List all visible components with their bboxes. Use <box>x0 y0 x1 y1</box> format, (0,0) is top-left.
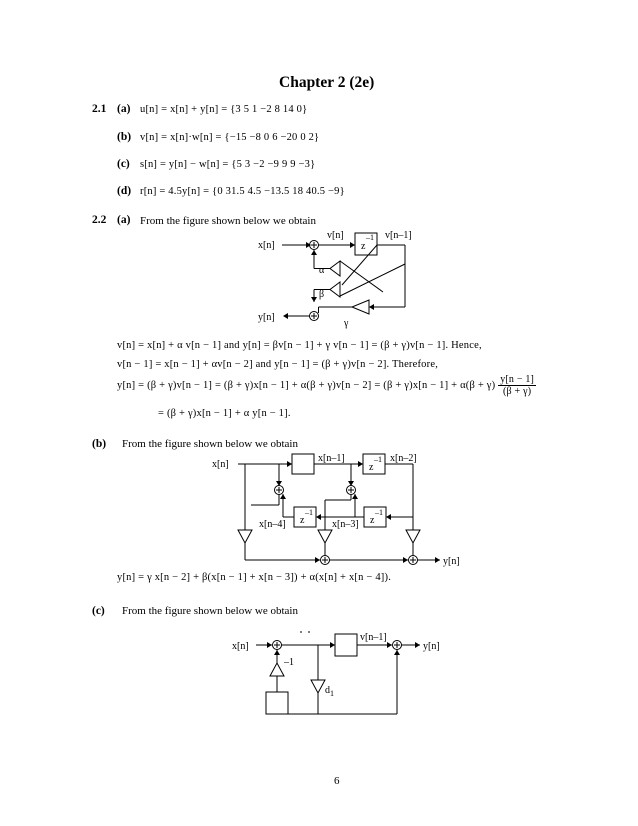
delay-b-3-z: z <box>370 515 375 526</box>
derivation-a-line2: v[n − 1] = x[n − 1] + αv[n − 2] and y[n − 1] = (β + γ)v[n − 2]. Therefore, <box>117 359 439 370</box>
equation-2-1-d: r[n] = 4.5y[n] = {0 31.5 4.5 −13.5 18 40.5 −9} <box>140 186 345 197</box>
equation-2-2-b: y[n] = γ x[n − 2] + β(x[n − 1] + x[n − 3]) + α(x[n] + x[n − 4]). <box>117 572 392 583</box>
delay-b-2-z: z <box>369 462 374 473</box>
part-label-2-1-b: (b) <box>117 131 132 143</box>
gain-c-d1-letter: d <box>325 685 330 696</box>
gamma-label: γ <box>344 318 349 329</box>
derivation-a-line1: v[n] = x[n] + α v[n − 1] and y[n] = βv[n − 1] + γ v[n − 1] = (β + γ)v[n − 1]. Hence, <box>117 340 482 351</box>
gain-c-minus1 <box>270 663 284 676</box>
equation-2-1-c: s[n] = y[n] − w[n] = {5 3 −2 −9 9 9 −3} <box>140 159 316 170</box>
diagram-c-input-label: x[n] <box>232 641 249 652</box>
diagram-c-output-label: y[n] <box>423 641 440 652</box>
gain-c-d1-label <box>325 685 334 698</box>
part-label-2-1-c: (c) <box>117 158 130 170</box>
delay-c <box>335 634 357 656</box>
problem-number-2-1: 2.1 <box>92 103 107 115</box>
delay-a-exp: –1 <box>366 233 374 242</box>
page-number: 6 <box>334 775 340 787</box>
diagram-a-input-label: x[n] <box>258 240 275 251</box>
gain-c-d1-sub: 1 <box>330 689 334 698</box>
delay-a-z: z <box>361 241 366 252</box>
diagram-a-output-label: y[n] <box>258 312 275 323</box>
diagram-a-v-label: v[n] <box>327 230 344 241</box>
beta-label: β <box>319 289 325 300</box>
delay-c-feedback <box>266 692 288 714</box>
diagram-b-x1-label: x[n–1] <box>318 453 345 464</box>
diagram-b-x2-label: x[n–2] <box>390 453 417 464</box>
gain-c-d1 <box>311 680 325 693</box>
equation-2-1-a: u[n] = x[n] + y[n] = {3 5 1 −2 8 14 0} <box>140 104 308 115</box>
delay-b-4-z: z <box>300 515 305 526</box>
diagram-b-x3-label: x[n–3] <box>332 519 359 530</box>
diagram-b-input-label: x[n] <box>212 459 229 470</box>
alpha-label: α <box>319 265 325 276</box>
part-label-2-2-a: (a) <box>117 214 131 226</box>
intro-2-2-b: From the figure shown below we obtain <box>122 438 298 450</box>
diagram-c-v1-label: v[n–1] <box>360 632 387 643</box>
delay-b-3-exp: –1 <box>375 508 383 517</box>
part-label-2-1-d: (d) <box>117 185 132 197</box>
fraction-a-numerator: y[n − 1] <box>500 374 535 385</box>
part-label-2-1-a: (a) <box>117 103 131 115</box>
intro-2-2-a: From the figure shown below we obtain <box>140 215 316 227</box>
diagram-b-output-label: y[n] <box>443 556 460 567</box>
gain-c-minus1-label: –1 <box>284 657 294 668</box>
fraction-a-denominator: (β + γ) <box>503 386 532 397</box>
part-label-2-2-b: (b) <box>92 438 107 450</box>
diagram-b-x4-label: x[n–4] <box>259 519 286 530</box>
delay-b-4-exp: –1 <box>305 508 313 517</box>
intro-2-2-c: From the figure shown below we obtain <box>122 605 298 617</box>
equation-2-1-b: v[n] = x[n]·w[n] = {−15 −8 0 6 −20 0 2} <box>140 132 320 143</box>
derivation-a-line3-text: y[n] = (β + γ)v[n − 1] = (β + γ)x[n − 1] + α(β + γ)v[n − 2] = (β + γ)x[n − 1] + α(β + γ) <box>117 380 496 391</box>
delay-b-2-exp: –1 <box>374 455 382 464</box>
problem-number-2-2: 2.2 <box>92 214 107 226</box>
diagram-a-v1-label: v[n–1] <box>385 230 412 241</box>
page-title: Chapter 2 (2e) <box>279 74 375 91</box>
part-label-2-2-c: (c) <box>92 605 105 617</box>
derivation-a-line4: = (β + γ)x[n − 1] + α y[n − 1]. <box>158 408 291 419</box>
